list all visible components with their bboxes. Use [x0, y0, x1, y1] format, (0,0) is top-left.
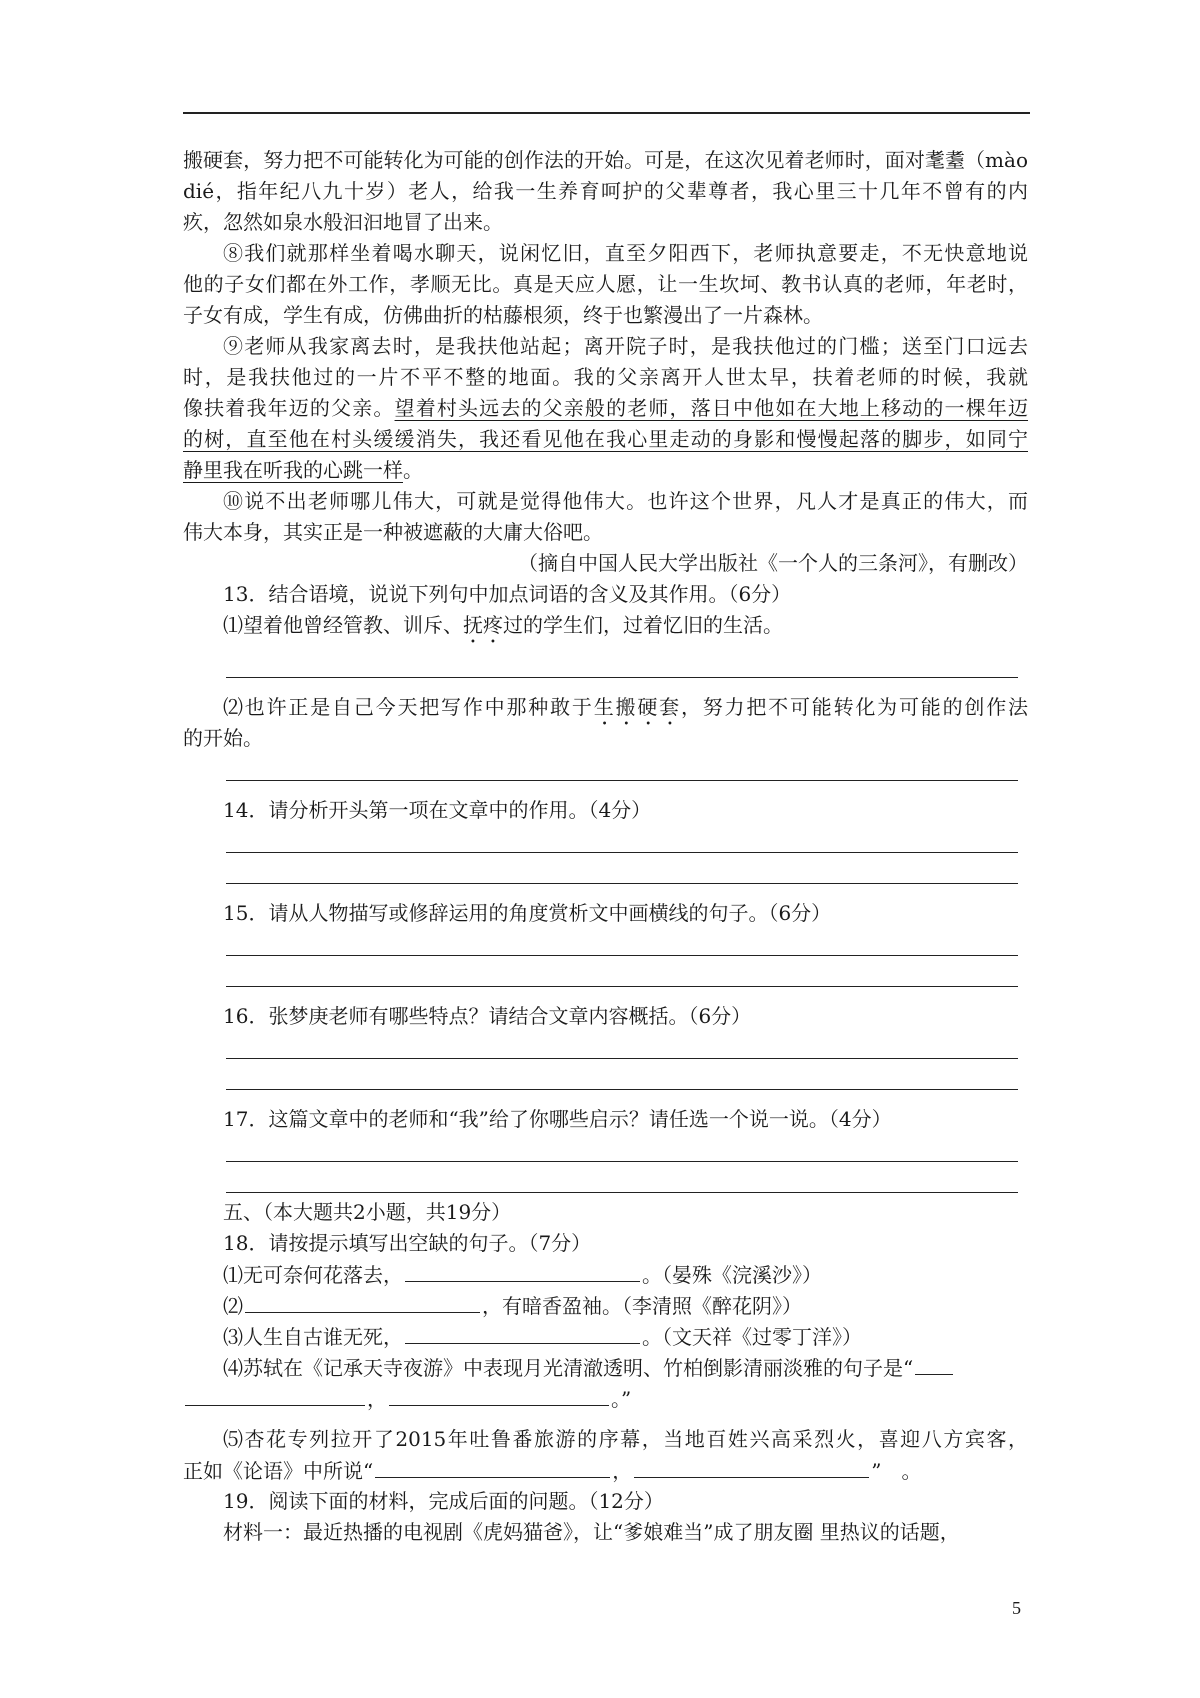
question-18-item-5-cont [183, 1455, 1028, 1486]
fill-blank[interactable] [405, 1321, 640, 1344]
fill-blank[interactable] [389, 1383, 609, 1406]
question-14-stem: 14．请分析开头第一项在文章中的作用。（4分） [223, 798, 652, 822]
passage-line: 疚，忽然如泉水般汩汩地冒了出来。 [183, 210, 503, 234]
underlined-sentence: 望着村头远去的父亲般的老师，落日中他如在大地上移动的一棵年迈 [394, 396, 1029, 420]
document-body [183, 145, 1028, 1548]
question-13-sentence-2-cont: 的开始。 [183, 726, 263, 750]
answer-line[interactable] [183, 1063, 1028, 1094]
answer-line[interactable] [183, 857, 1028, 888]
question-18-item-2 [183, 1290, 1028, 1321]
answer-line[interactable] [183, 1032, 1028, 1063]
item-text: 。” [611, 1387, 632, 1411]
item-text: 正如《论语》中所说“ [183, 1459, 374, 1483]
passage-line: 搬硬套，努力把不可能转化为可能的创作法的开始。可是，在这次见着老师时，面对耄耋（mào [183, 148, 1028, 172]
question-18-item-1 [183, 1259, 1028, 1290]
passage-line: dié，指年纪八九十岁）老人，给我一生养育呵护的父辈尊者，我心里三十几年不曾有的内 [183, 179, 1028, 203]
sentence-text: 过的学生们，过着忆旧的生活。 [503, 613, 783, 637]
passage-source: （摘自中国人民大学出版社《一个人的三条河》，有删改） [518, 551, 1028, 575]
question-18-item-3 [183, 1321, 1028, 1352]
answer-line[interactable] [183, 754, 1028, 785]
question-18-item-4 [183, 1352, 1028, 1383]
item-text: ，有暗香盈袖。（李清照《醉花阴》） [482, 1294, 802, 1318]
passage-line: ⑩说不出老师哪儿伟大，可就是觉得他伟大。也许这个世界，凡人才是真正的伟大，而 [223, 489, 1028, 513]
passage-line [183, 455, 1028, 486]
fill-blank[interactable] [185, 1383, 365, 1406]
question-19-stem: 19．阅读下面的材料，完成后面的问题。（12分） [223, 1489, 664, 1513]
dotted-word: 抚疼 [463, 613, 503, 637]
page-number: 5 [1012, 1598, 1021, 1618]
fill-blank[interactable] [405, 1259, 640, 1282]
question-18-item-5: ⑸杏花专列拉开了2015年吐鲁番旅游的序幕，当地百姓兴高采烈火，喜迎八方宾客， [223, 1427, 1028, 1451]
answer-line[interactable] [183, 960, 1028, 991]
header-rule [183, 112, 1030, 114]
question-17-stem: 17．这篇文章中的老师和“我”给了你哪些启示？请任选一个说一说。（4分） [223, 1107, 892, 1131]
question-15-stem: 15．请从人物描写或修辞运用的角度赏析文中画横线的句子。（6分） [223, 901, 832, 925]
section-5-title: 五、（本大题共2小题，共19分） [223, 1200, 512, 1224]
sentence-text: ，努力把不可能转化为可能的创作法 [680, 695, 1029, 719]
item-text: 。（晏殊《浣溪沙》） [642, 1263, 822, 1287]
answer-line[interactable] [183, 651, 1028, 682]
passage-line: 子女有成，学生有成，仿佛曲折的枯藤根须，终于也繁漫出了一片森林。 [183, 303, 823, 327]
question-13-sentence-1 [183, 610, 1028, 641]
underlined-sentence: 静里我在听我的心跳一样 [183, 458, 403, 482]
fill-blank[interactable] [375, 1455, 610, 1478]
answer-line[interactable] [183, 1166, 1028, 1197]
passage-line [183, 393, 1028, 424]
passage-line: 伟大本身，其实正是一种被遮蔽的大庸大俗吧。 [183, 520, 603, 544]
question-18-stem: 18．请按提示填写出空缺的句子。（7分） [223, 1231, 592, 1255]
item-text: ⑶人生自古谁无死， [223, 1325, 403, 1349]
fill-blank[interactable] [915, 1352, 953, 1375]
item-text: 。（文天祥《过零丁洋》） [642, 1325, 862, 1349]
sentence-text: ⑵也许正是自己今天把写作中那种敢于 [223, 695, 594, 719]
sentence-text: ⑴望着他曾经管教、训斥、 [223, 613, 463, 637]
passage-text: 。 [403, 458, 423, 482]
passage-line: ⑧我们就那样坐着喝水聊天，说闲忆旧，直至夕阳西下，老师执意要走，不无快意地说 [223, 241, 1028, 265]
answer-line[interactable] [183, 929, 1028, 960]
item-text: ⑵ [223, 1294, 243, 1318]
item-text: ， [367, 1387, 387, 1411]
fill-blank[interactable] [245, 1290, 480, 1313]
passage-line: ⑨老师从我家离去时，是我扶他站起；离开院子时，是我扶他过的门槛；送至门口远去 [223, 334, 1028, 358]
question-16-stem: 16．张梦庚老师有哪些特点？请结合文章内容概括。（6分） [223, 1004, 752, 1028]
underlined-sentence: 的树，直至他在村头缓缓消失，我还看见他在我心里走动的身影和慢慢起落的脚步，如同宁 [183, 427, 1028, 451]
item-text: ⑴无可奈何花落去， [223, 1263, 403, 1287]
item-text: ” 。 [871, 1459, 922, 1483]
answer-line[interactable] [183, 1135, 1028, 1166]
passage-line: 时，是我扶他过的一片不平不整的地面。我的父亲离开人世太早，扶着老师的时候，我就 [183, 365, 1028, 389]
fill-blank[interactable] [634, 1455, 869, 1478]
question-13-sentence-2 [183, 692, 1028, 723]
question-13-stem: 13．结合语境，说说下列句中加点词语的含义及其作用。（6分） [223, 582, 792, 606]
item-text: ⑷苏轼在《记承天寺夜游》中表现月光清澈透明、竹柏倒影清丽淡雅的句子是“ [223, 1356, 914, 1380]
dotted-word: 生搬硬套 [593, 695, 681, 719]
item-text: ， [612, 1459, 633, 1483]
question-19-material-1: 材料一：最近热播的电视剧《虎妈猫爸》，让“爹娘难当”成了朋友圈 里热议的话题， [223, 1520, 960, 1544]
answer-line[interactable] [183, 826, 1028, 857]
question-18-item-4-cont [183, 1383, 1028, 1414]
passage-line [183, 424, 1028, 455]
passage-line: 他的子女们都在外工作，孝顺无比。真是天应人愿，让一生坎坷、教书认真的老师，年老时， [183, 272, 1028, 296]
passage-text: 像扶着我年迈的父亲。 [183, 396, 395, 420]
